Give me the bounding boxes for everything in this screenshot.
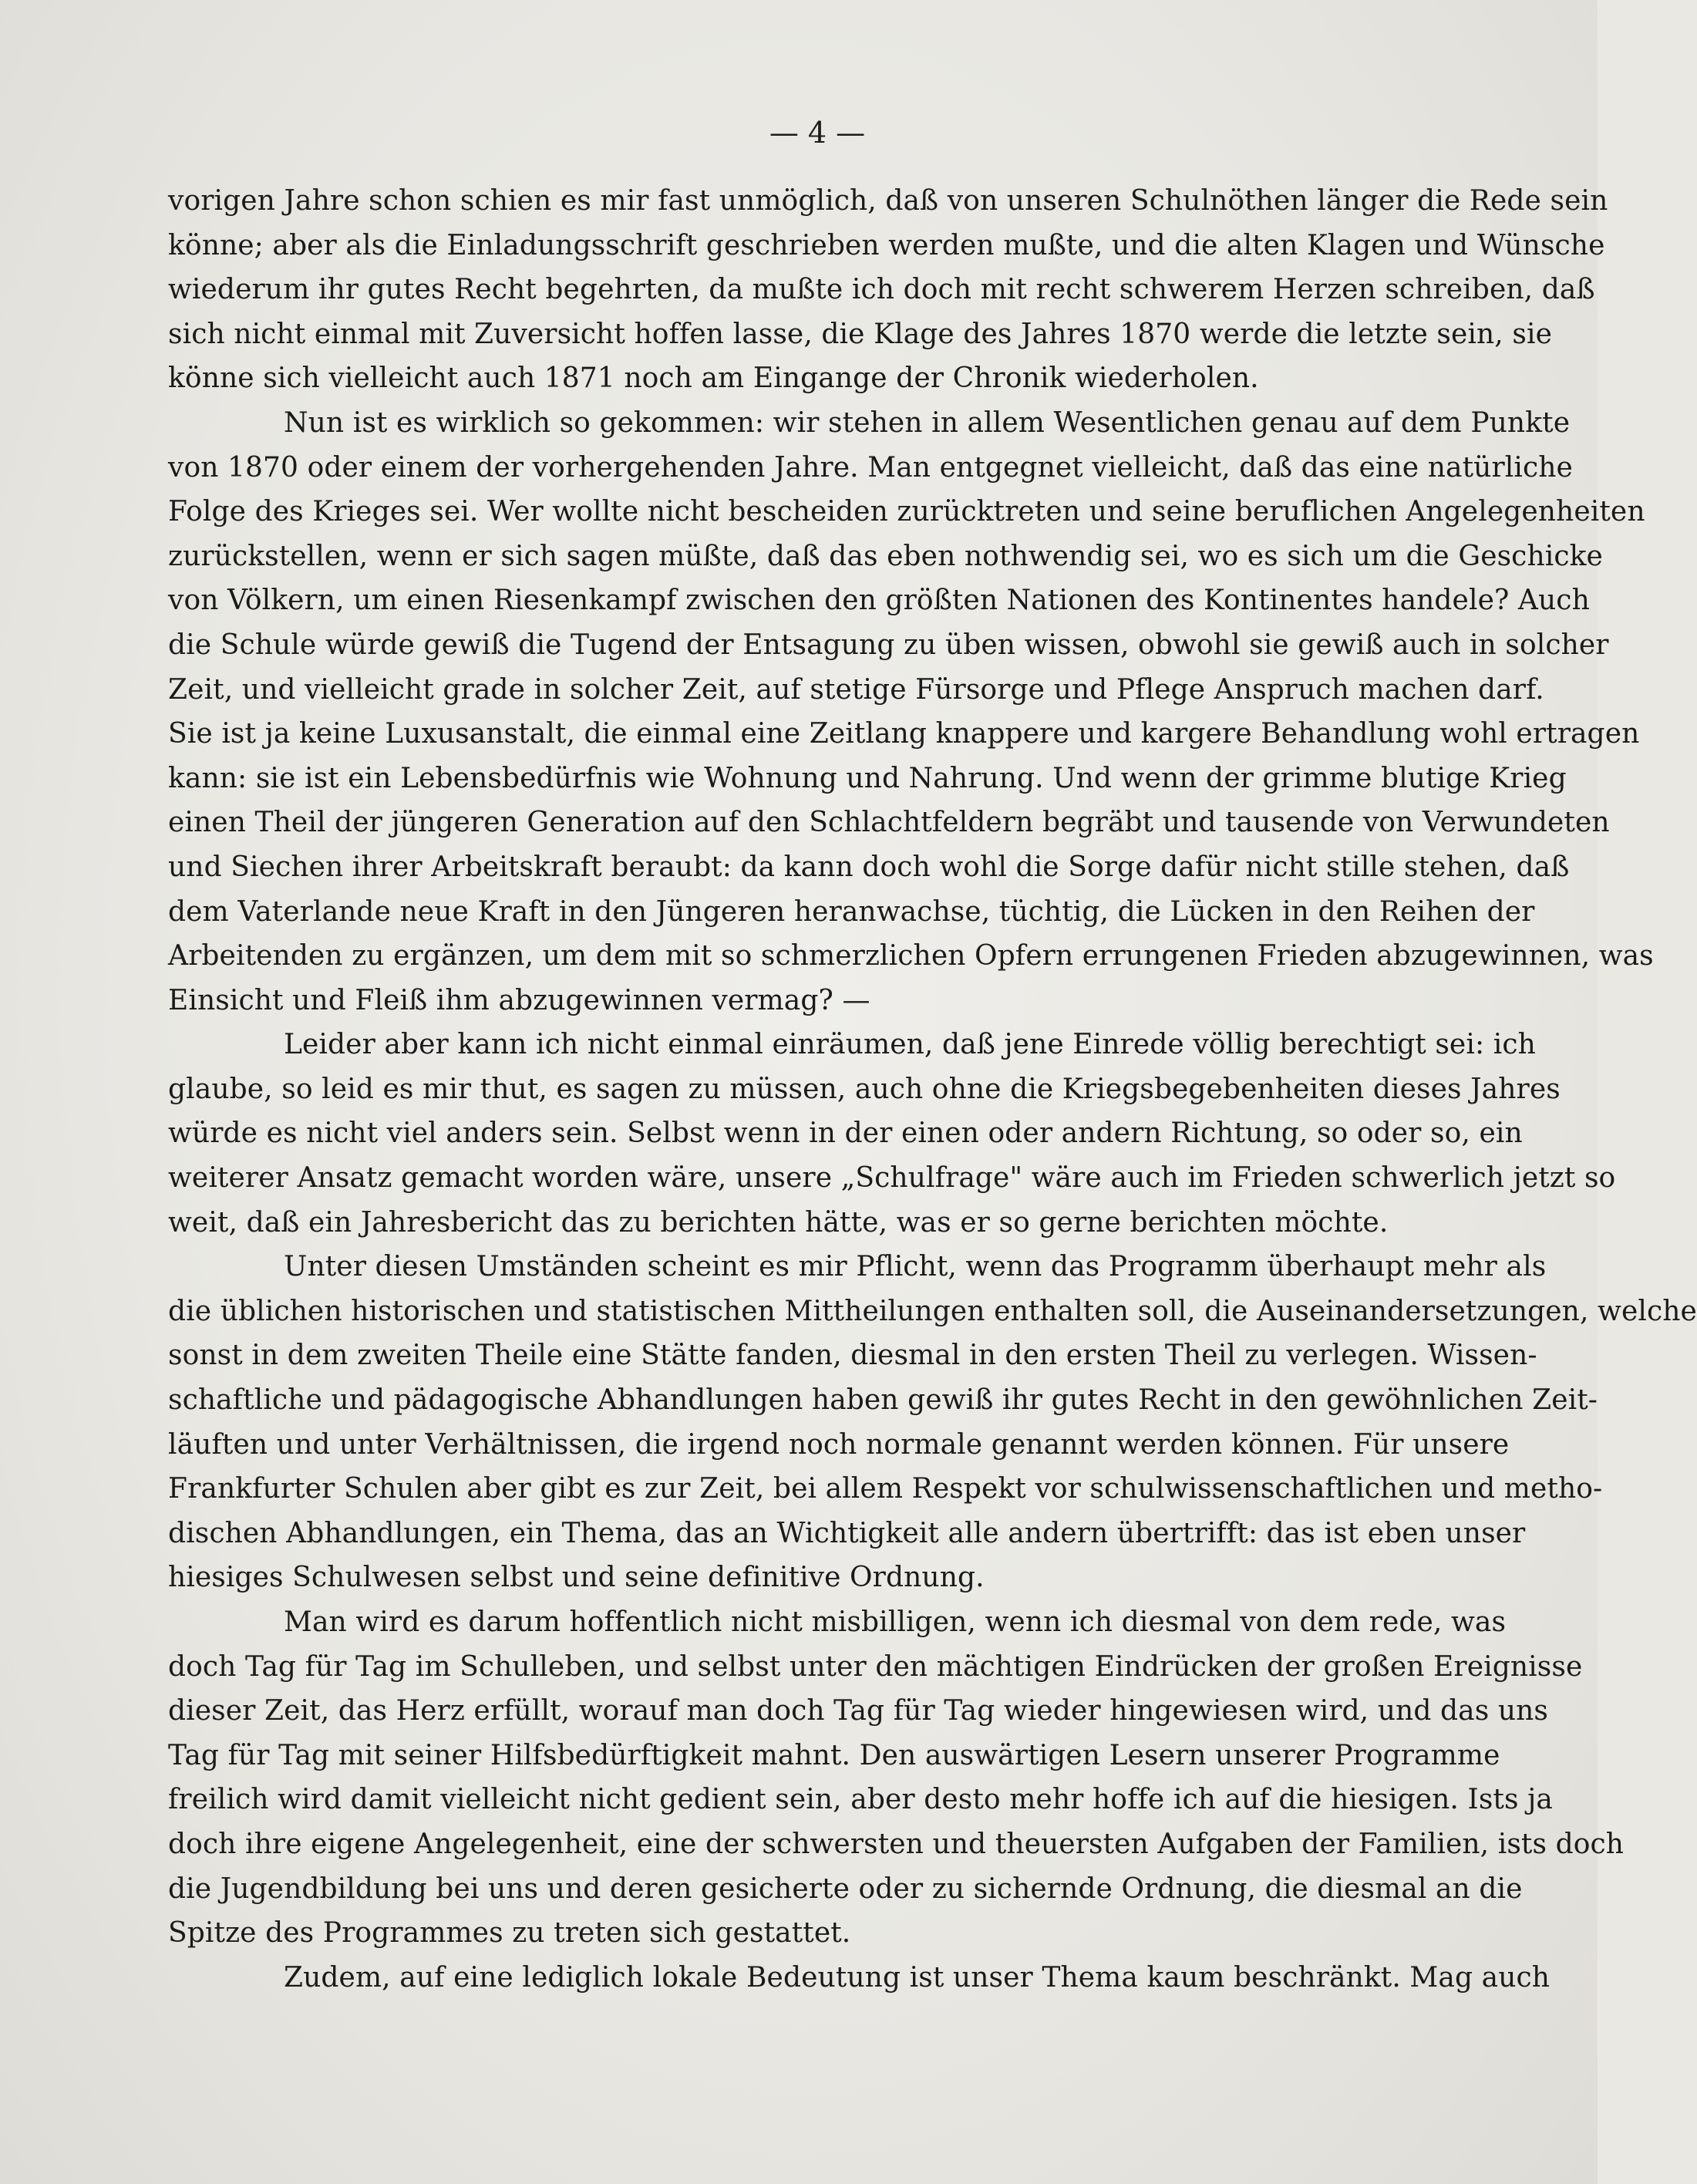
text-line: freilich wird damit vielleicht nicht gedient sein, aber desto mehr hoffe ich auf die hiesigen. Ists ja: [168, 1784, 1553, 1816]
paragraph: [168, 401, 1654, 1023]
text-line: und Siechen ihrer Arbeitskraft beraubt: da kann doch wohl die Sorge dafür nicht stille stehen, daß: [168, 851, 1570, 883]
paragraph: [168, 1600, 1625, 1956]
text-line: könne sich vielleicht auch 1871 noch am Eingange der Chronik wiederholen.: [168, 362, 1259, 395]
paragraph: [168, 1956, 1551, 2000]
text-line: Spitze des Programmes zu treten sich gestattet.: [168, 1917, 851, 1950]
text-line: sonst in dem zweiten Theile eine Stätte fanden, diesmal in den ersten Theil zu verlegen. Wissen-: [168, 1340, 1537, 1372]
text-line: doch ihre eigene Angelegenheit, eine der schwersten und theuersten Aufgaben der Familien, ists doch: [168, 1828, 1625, 1860]
text-line: doch Tag für Tag im Schulleben, und selbst unter den mächtigen Eindrücken der großen Ereignisse: [168, 1650, 1583, 1683]
page-number: — 4 —: [769, 116, 866, 150]
text-line: dischen Abhandlungen, ein Thema, das an Wichtigkeit alle andern übertrifft: das ist eben unser: [168, 1517, 1526, 1549]
text-line: könne; aber als die Einladungsschrift geschrieben werden mußte, und die alten Klagen und Wünsche: [168, 229, 1605, 261]
text-line: weit, daß ein Jahresbericht das zu berichten hätte, was er so gerne berichten möchte.: [168, 1206, 1389, 1239]
text-line: Unter diesen Umständen scheint es mir Pflicht, wenn das Programm überhaupt mehr als: [284, 1251, 1547, 1283]
text-line: würde es nicht viel anders sein. Selbst wenn in der einen oder andern Richtung, so oder so, ein: [168, 1117, 1523, 1150]
paragraph: [168, 179, 1608, 401]
text-line: läuften und unter Verhältnissen, die irgend noch normale genannt werden können. Für unsere: [168, 1428, 1510, 1461]
text-line: von 1870 oder einem der vorhergehenden Jahre. Man entgegnet vielleicht, daß das eine natürliche: [168, 451, 1573, 484]
text-line: dieser Zeit, das Herz erfüllt, worauf man doch Tag für Tag wieder hingewiesen wird, und das uns: [168, 1695, 1548, 1727]
body-text: [168, 179, 1697, 2000]
text-line: dem Vaterlande neue Kraft in den Jüngeren heranwachse, tüchtig, die Lücken in den Reihen der: [168, 895, 1535, 928]
text-line: Folge des Krieges sei. Wer wollte nicht bescheiden zurücktreten und seine beruflichen Angelegenheiten: [168, 496, 1645, 528]
text-line: hiesiges Schulwesen selbst und seine definitive Ordnung.: [168, 1562, 985, 1594]
text-line: vorigen Jahre schon schien es mir fast unmöglich, daß von unseren Schulnöthen länger die Rede sein: [168, 185, 1608, 217]
text-line: schaftliche und pädagogische Abhandlungen haben gewiß ihr gutes Recht in den gewöhnlichen Zeit-: [168, 1384, 1598, 1417]
text-line: wiederum ihr gutes Recht begehrten, da mußte ich doch mit recht schwerem Herzen schreiben, daß: [168, 274, 1595, 306]
text-line: Einsicht und Fleiß ihm abzugewinnen vermag? —: [168, 984, 870, 1016]
text-line: einen Theil der jüngeren Generation auf den Schlachtfeldern begräbt und tausende von Verwundeten: [168, 807, 1610, 839]
text-line: Nun ist es wirklich so gekommen: wir stehen in allem Wesentlichen genau auf dem Punkte: [284, 406, 1571, 439]
paragraph: [168, 1245, 1697, 1600]
text-line: Man wird es darum hoffentlich nicht misbilligen, wenn ich diesmal von dem rede, was: [284, 1606, 1507, 1638]
text-line: Tag für Tag mit seiner Hilfsbedürftigkeit mahnt. Den auswärtigen Lesern unserer Programme: [168, 1739, 1500, 1771]
text-line: die Jugendbildung bei uns und deren gesicherte oder zu sichernde Ordnung, die diesmal an die: [168, 1872, 1523, 1905]
text-line: sich nicht einmal mit Zuversicht hoffen lasse, die Klage des Jahres 1870 werde die letzte sein, sie: [168, 318, 1552, 350]
text-line: weiterer Ansatz gemacht worden wäre, unsere „Schulfrage" wäre auch im Frieden schwerlich jetzt so: [168, 1162, 1616, 1195]
text-line: Frankfurter Schulen aber gibt es zur Zeit, bei allem Respekt vor schulwissenschaftlichen und metho-: [168, 1473, 1603, 1505]
text-line: Arbeitenden zu ergänzen, um dem mit so schmerzlichen Opfern errungenen Frieden abzugewinnen, was: [168, 940, 1654, 972]
text-line: Leider aber kann ich nicht einmal einräumen, daß jene Einrede völlig berechtigt sei: ich: [284, 1029, 1536, 1061]
text-line: die üblichen historischen und statistischen Mittheilungen enthalten soll, die Auseinandersetzungen, welche: [168, 1295, 1697, 1327]
paragraph: [168, 1023, 1616, 1245]
text-line: zurückstellen, wenn er sich sagen müßte, daß das eben nothwendig sei, wo es sich um die Geschicke: [168, 540, 1603, 572]
text-line: von Völkern, um einen Riesenkampf zwischen den größten Nationen des Kontinentes handele? Auch: [168, 585, 1590, 617]
text-line: Sie ist ja keine Luxusanstalt, die einmal eine Zeitlang knappere und kargere Behandlung wohl ertragen: [168, 718, 1640, 750]
text-line: glaube, so leid es mir thut, es sagen zu müssen, auch ohne die Kriegsbegebenheiten dieses Jahres: [168, 1073, 1561, 1105]
text-line: Zeit, und vielleicht grade in solcher Zeit, auf stetige Fürsorge und Pflege Anspruch machen darf.: [168, 673, 1544, 706]
text-line: kann: sie ist ein Lebensbedürfnis wie Wohnung und Nahrung. Und wenn der grimme blutige Krieg: [168, 762, 1567, 794]
text-line: die Schule würde gewiß die Tugend der Entsagung zu üben wissen, obwohl sie gewiß auch in solcher: [168, 629, 1609, 661]
text-line: Zudem, auf eine lediglich lokale Bedeutung ist unser Thema kaum beschränkt. Mag auch: [284, 1961, 1551, 1994]
